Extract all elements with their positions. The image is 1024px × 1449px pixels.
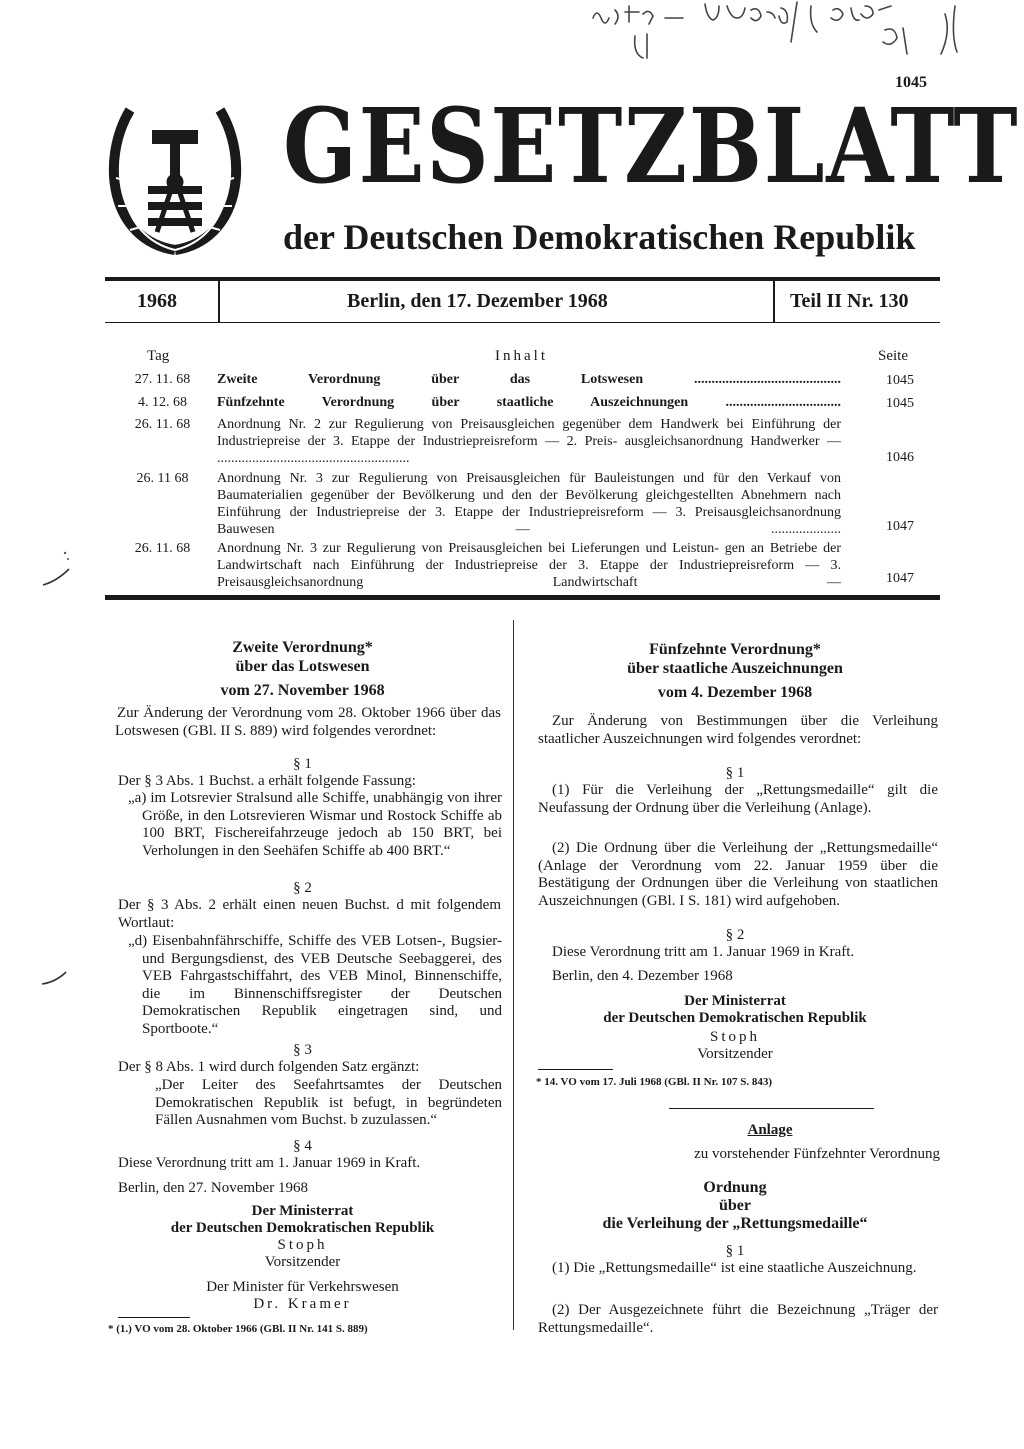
- left-section-quote: „Der Leiter des Seefahrtsamtes der Deutschen Demokratischen Republik ist befugt, in begründeten Fällen Ausnahmen vom Buchst. b zuzulassen.“: [155, 1077, 502, 1128]
- toc-entry-date: 27. 11. 68: [134, 372, 191, 387]
- right-decree-date: vom 4. Dezember 1968: [657, 684, 813, 701]
- left-decree-title: Zweite Verordnung*: [232, 639, 373, 656]
- toc-entry-title: Anordnung Nr. 2 zur Regulierung von Preisausgleichen gegenüber dem Handwerk bei Einführung der Industriepreise der 3. Etappe der Industriepreisreform — 2. Preis- ausgleichsanordnung Handwerker — .......................................................: [217, 417, 841, 466]
- annex-label: Anlage: [747, 1122, 793, 1138]
- left-section-text: Der § 3 Abs. 1 Buchst. a erhält folgende Fassung:: [118, 773, 416, 789]
- right-intro-paragraph: Zur Änderung von Bestimmungen über die Verleihung staatlicher Auszeichnungen wird folgendes verordnet:: [538, 713, 938, 747]
- left-section-text: Der § 8 Abs. 1 wird durch folgenden Satz ergänzt:: [118, 1059, 420, 1075]
- right-section-paragraph: (1) Für die Verleihung der „Rettungsmedaille“ gilt die Neufassung der Ordnung über die Verleihung (Anlage).: [538, 782, 938, 816]
- column-divider: [513, 620, 514, 1330]
- left-section-quote: „d) Eisenbahnfährschiffe, Schiffe des VEB Lotsen-, Bugsier- und Bergungsdienst, des VEB Deutsche Seebaggerei, des VEB Fahrgastschiffahrt, des VEB Minol, Binnenschiffe, die im Binnenschiffsregister der Deutschen Demokratischen Republik eingetragen sind, und Sportboote.“: [128, 933, 502, 1037]
- margin-mark-icon: [35, 545, 75, 590]
- masthead-subtitle: der Deutschen Demokratischen Republik: [283, 217, 916, 257]
- right-footnote: * 14. VO vom 17. Juli 1968 (GBl. II Nr. 107 S. 843): [536, 1076, 772, 1088]
- annex-subtitle: zu vorstehender Fünfzehnter Verordnung: [694, 1146, 940, 1162]
- state-emblem-icon: [100, 90, 250, 260]
- left-footnote: * (1.) VO vom 28. Oktober 1966 (GBl. II Nr. 141 S. 889): [108, 1323, 368, 1335]
- toc-entry-title: Zweite Verordnung über das Lotswesen ..........................................: [217, 372, 841, 387]
- left-section-heading: § 3: [293, 1042, 312, 1058]
- right-signatory-body: Der Ministerrat: [684, 993, 786, 1009]
- right-section-heading: § 2: [725, 927, 745, 943]
- order-paragraph: (2) Der Ausgezeichnete führt die Bezeichnung „Träger der Rettungsmedaille“.: [538, 1302, 938, 1336]
- right-decree-subtitle: über staatliche Auszeichnungen: [627, 660, 843, 677]
- toc-entry-date: 26. 11 68: [136, 471, 189, 486]
- right-section-heading: § 1: [725, 765, 745, 781]
- left-section-text: Diese Verordnung tritt am 1. Januar 1969 in Kraft.: [118, 1155, 421, 1171]
- toc-entry-page: 1047: [886, 519, 914, 534]
- toc-entry-page: 1046: [886, 450, 914, 465]
- toc-header-date: Tag: [147, 348, 170, 364]
- right-decree-title: Fünfzehnte Verordnung*: [649, 641, 821, 658]
- margin-mark-icon: [40, 970, 70, 988]
- toc-entry-title: Anordnung Nr. 3 zur Regulierung von Preisausgleichen für Bauleistungen und für den Verkauf von Baumaterialien gegenüber der Bevölkerung und den der Bevölkerung gleichgestellten Abnehmern nach Einführung der Industriepreise der 3. Etappe der Industriepreisreform — 3. Preisausgleichsanordnung Bauwesen — ....................: [217, 471, 841, 537]
- toc-header-title: Inhalt: [495, 348, 548, 364]
- toc-header-page: Seite: [878, 348, 908, 364]
- issue-bar-divider: [773, 281, 775, 323]
- left-footnote-rule: [118, 1317, 190, 1318]
- left-second-signatory-role: Der Minister für Verkehrswesen: [206, 1279, 399, 1295]
- toc-entry-page: 1047: [886, 571, 914, 586]
- right-signatory-name: Stoph: [709, 1029, 760, 1045]
- toc-entry-date: 26. 11. 68: [134, 417, 191, 432]
- left-signatory-body-sub: der Deutschen Demokratischen Republik: [170, 1220, 435, 1236]
- issue-year: 1968: [137, 290, 177, 312]
- toc-entry-page: 1045: [886, 373, 914, 388]
- order-title: Ordnung: [703, 1179, 767, 1196]
- left-second-signatory-name: Dr. Kramer: [253, 1296, 352, 1312]
- left-decree-date: vom 27. November 1968: [220, 682, 385, 699]
- left-decree-subtitle: über das Lotswesen: [235, 658, 370, 675]
- order-title-subject: die Verleihung der „Rettungsmedaille“: [602, 1215, 868, 1232]
- left-signatory-role: Vorsitzender: [264, 1254, 341, 1270]
- toc-entry-title: Anordnung Nr. 3 zur Regulierung von Preisausgleichen bei Lieferungen und Leistun- gen an Betriebe der Landwirtschaft nach Einführung der Industriepreise der 3. Etappe der Industriepreisreform — 3. Preisausgleichsanordnung Landwirtschaft —: [217, 541, 841, 590]
- toc-entry-date: 4. 12. 68: [138, 395, 187, 410]
- right-signatory-body-sub: der Deutschen Demokratischen Republik: [603, 1010, 867, 1026]
- annex-separator-rule: [669, 1108, 874, 1109]
- issue-place-date: Berlin, den 17. Dezember 1968: [347, 290, 608, 312]
- toc-bottom-rule: [105, 595, 940, 600]
- left-section-heading: § 1: [293, 756, 312, 772]
- order-paragraph: (1) Die „Rettungsmedaille“ ist eine staatliche Auszeichnung.: [552, 1260, 917, 1276]
- left-section-heading: § 2: [293, 880, 312, 896]
- right-footnote-rule: [538, 1069, 613, 1070]
- left-section-text: Der § 3 Abs. 2 erhält einen neuen Buchst. d mit folgendem Wortlaut:: [118, 897, 501, 931]
- issue-bar-divider: [218, 281, 220, 323]
- left-section-heading: § 4: [293, 1138, 312, 1154]
- left-signatory-body: Der Ministerrat: [251, 1203, 354, 1219]
- order-section-heading: § 1: [725, 1243, 745, 1259]
- left-signatory-name: Stoph: [277, 1237, 328, 1253]
- order-title-over: über: [719, 1197, 751, 1214]
- right-section-text: Diese Verordnung tritt am 1. Januar 1969 in Kraft.: [552, 944, 855, 960]
- toc-entry-title: Fünfzehnte Verordnung über staatliche Auszeichnungen .................................: [217, 395, 841, 410]
- right-section-paragraph: (2) Die Ordnung über die Verleihung der „Rettungsmedaille“ (Anlage der Verordnung vom 22. Januar 1959 über die Bestätigung der Ordnungen über die Verleihung von staatlichen Auszeichnungen (GBl. I S. 181) wird aufgehoben.: [538, 840, 938, 909]
- toc-entry-date: 26. 11. 68: [134, 541, 191, 556]
- page-number: 1045: [895, 74, 927, 91]
- toc-entry-page: 1045: [886, 396, 914, 411]
- right-place-date: Berlin, den 4. Dezember 1968: [552, 968, 733, 984]
- left-place-date: Berlin, den 27. November 1968: [118, 1180, 308, 1196]
- left-section-quote: „a) im Lotsrevier Stralsund alle Schiffe, unabhängig von ihrer Größe, in den Lotsrevieren Wismar und Rostock Schiffe ab 100 BRT, Fischereifahrzeuge jedoch ab 150 BRT, bei Verholungen in den Seehäfen Schiffe ab 400 BRT.“: [128, 790, 502, 859]
- masthead-title: GESETZBLATT: [283, 86, 1020, 207]
- issue-part: Teil II Nr. 130: [790, 290, 909, 312]
- handwritten-annotation-icon: [585, 0, 985, 75]
- right-signatory-role: Vorsitzender: [697, 1046, 773, 1062]
- left-intro-paragraph: Zur Änderung der Verordnung vom 28. Oktober 1966 über das Lotswesen (GBl. II S. 889) wird folgendes verordnet:: [115, 705, 501, 739]
